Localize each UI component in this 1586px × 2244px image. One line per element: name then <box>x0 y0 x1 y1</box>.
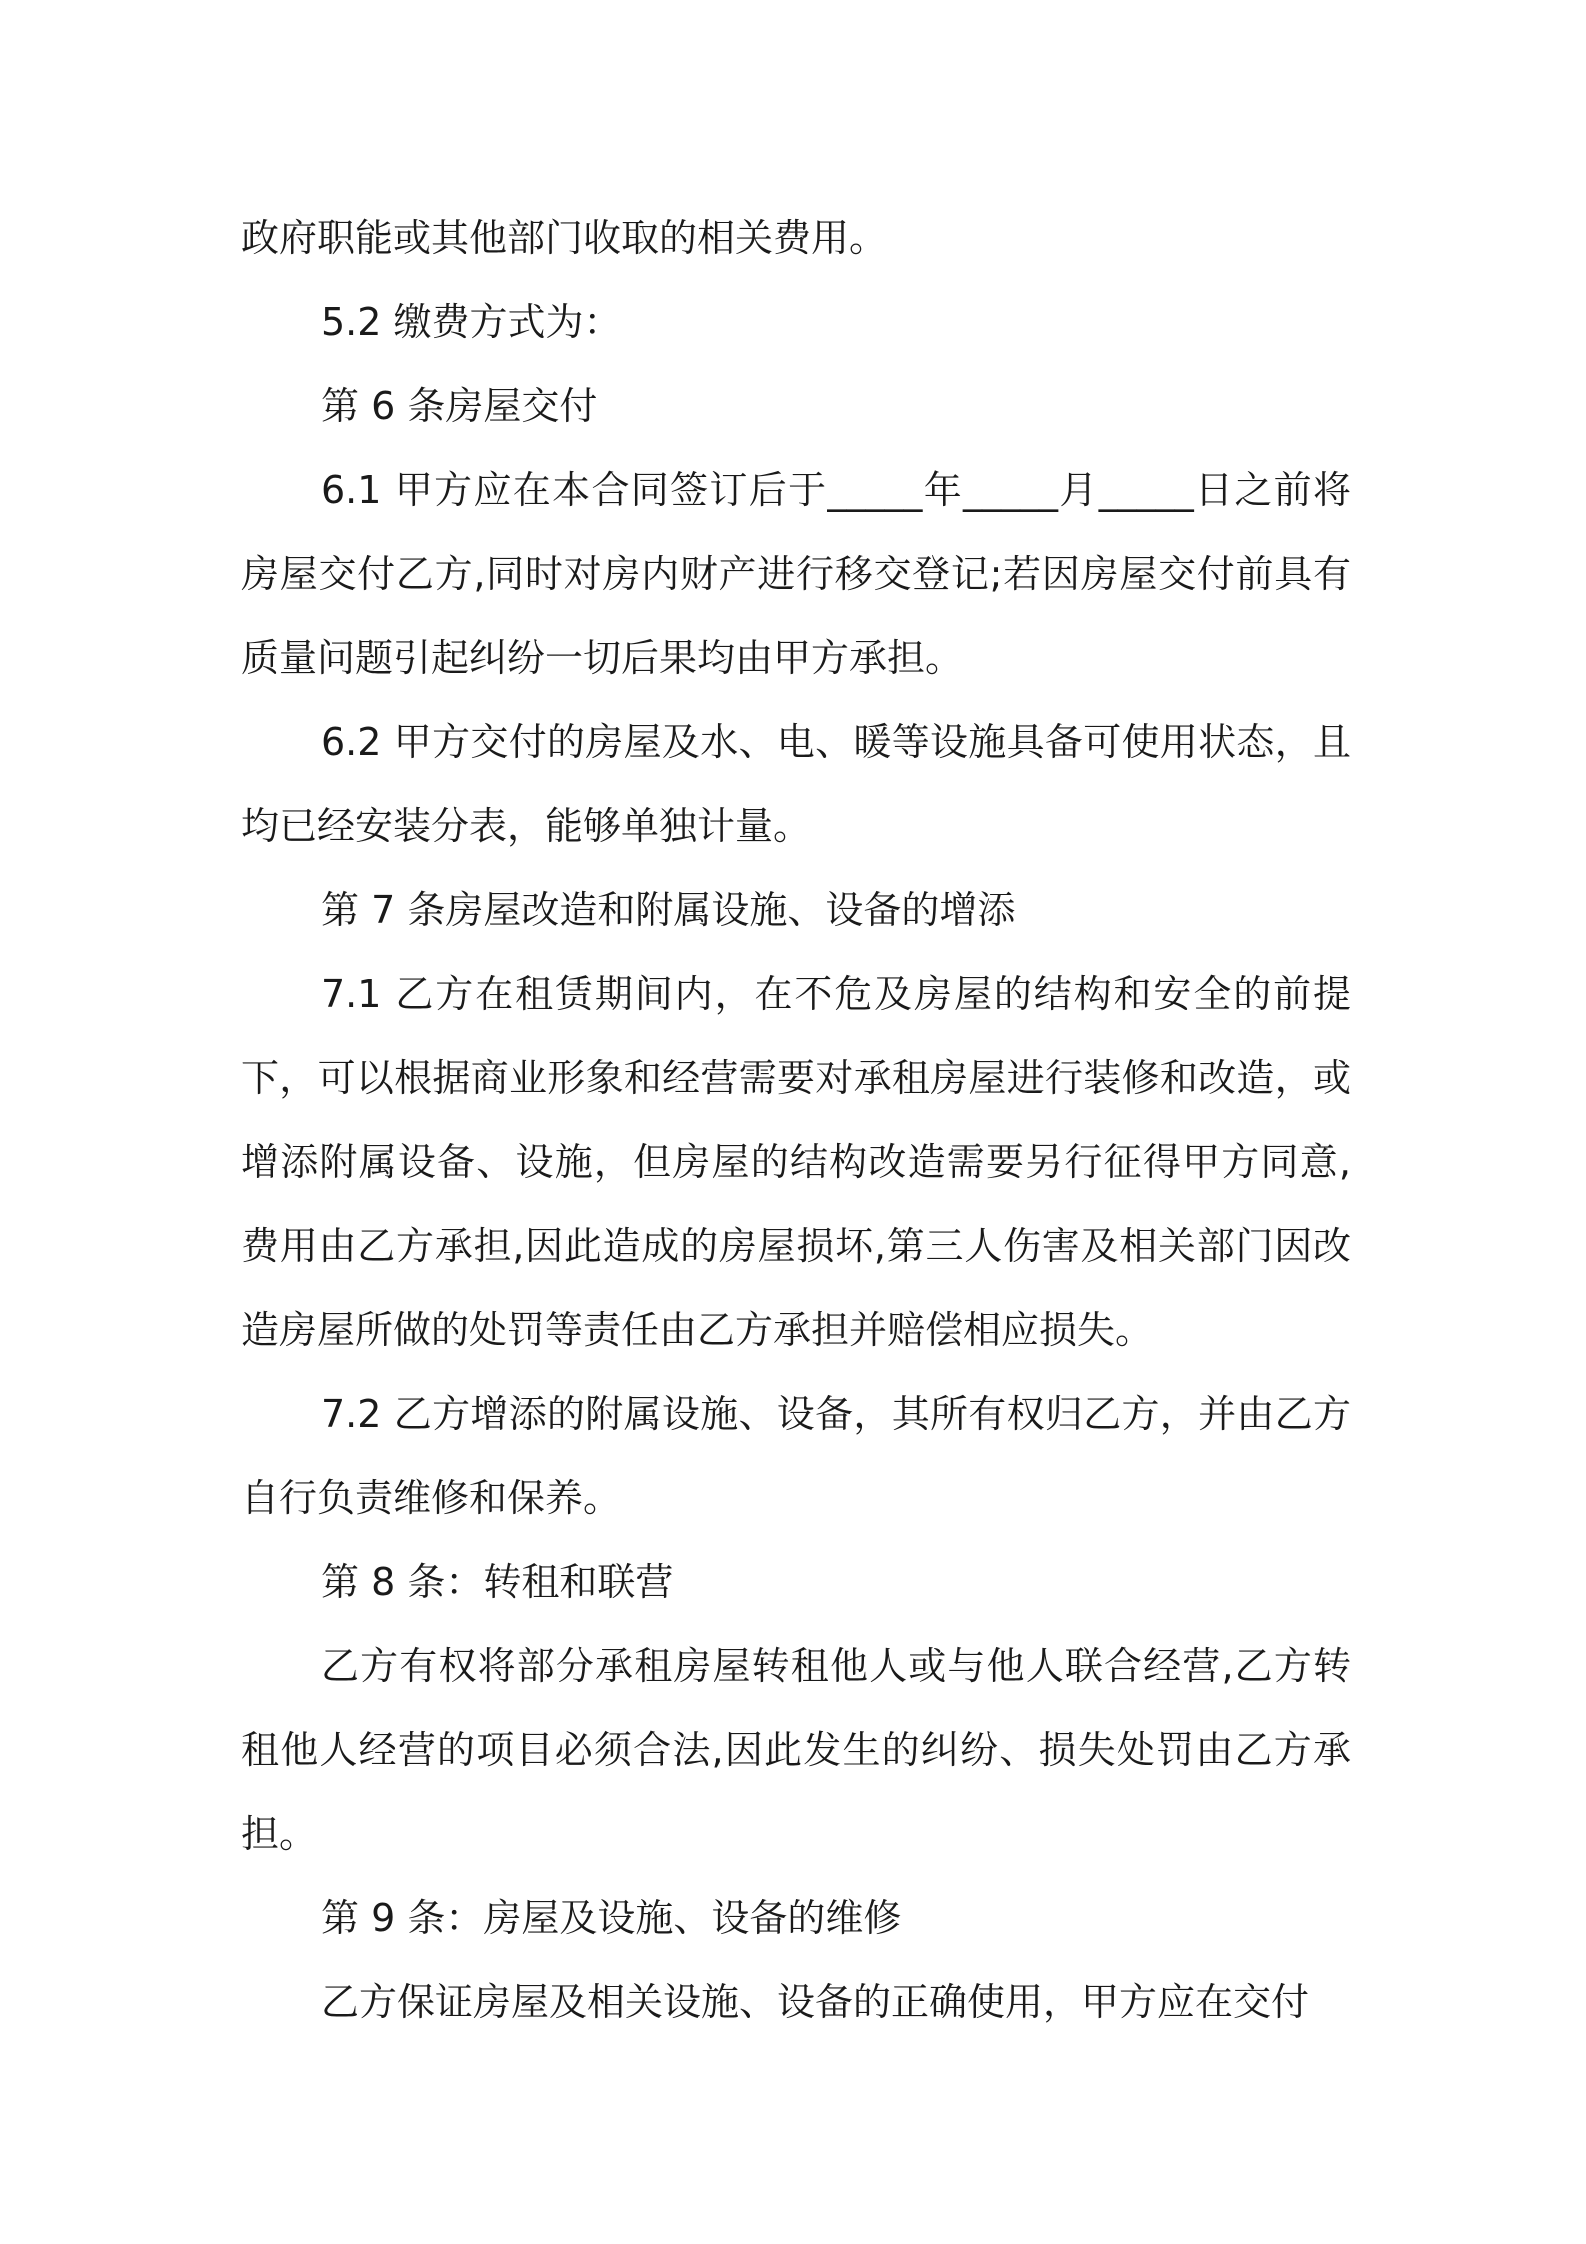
clause-7-2: 7.2 乙方增添的附属设施、设备，其所有权归乙方，并由乙方自行负责维修和保养。 <box>241 1392 1351 1520</box>
article-8-body: 乙方有权将部分承租房屋转租他人或与他人联合经营,乙方转租他人经营的项目必须合法,因此发生的纠纷、损失处罚由乙方承担。 <box>241 1644 1351 1856</box>
clause-7-1: 7.1 乙方在租赁期间内，在不危及房屋的结构和安全的前提下，可以根据商业形象和经营需要对承租房屋进行装修和改造，或增添附属设备、设施，但房屋的结构改造需要另行征得甲方同意,费用由乙方承担,因此造成的房屋损坏,第三人伤害及相关部门因改造房屋所做的处罚等责任由乙方承担并赔偿相应损失。 <box>241 972 1351 1352</box>
clause-6-1: 6.1 甲方应在本合同签订后于_____年_____月_____日之前将房屋交付乙方,同时对房内财产进行移交登记;若因房屋交付前具有质量问题引起纠纷一切后果均由甲方承担。 <box>241 468 1351 680</box>
document-body <box>241 196 1351 2044</box>
article-9-heading: 第 9 条：房屋及设施、设备的维修 <box>321 1896 902 1940</box>
article-8-heading: 第 8 条：转租和联营 <box>321 1560 674 1604</box>
article-7-heading: 第 7 条房屋改造和附属设施、设备的增添 <box>321 888 1016 932</box>
clause-5-2-payment-method: 5.2 缴费方式为： <box>321 300 622 344</box>
paragraph-fee-continuation: 政府职能或其他部门收取的相关费用。 <box>241 216 888 260</box>
article-9-body: 乙方保证房屋及相关设施、设备的正确使用，甲方应在交付 <box>321 1980 1310 2024</box>
article-6-heading: 第 6 条房屋交付 <box>321 384 598 428</box>
clause-6-2: 6.2 甲方交付的房屋及水、电、暖等设施具备可使用状态，且均已经安装分表，能够单独计量。 <box>241 720 1351 848</box>
